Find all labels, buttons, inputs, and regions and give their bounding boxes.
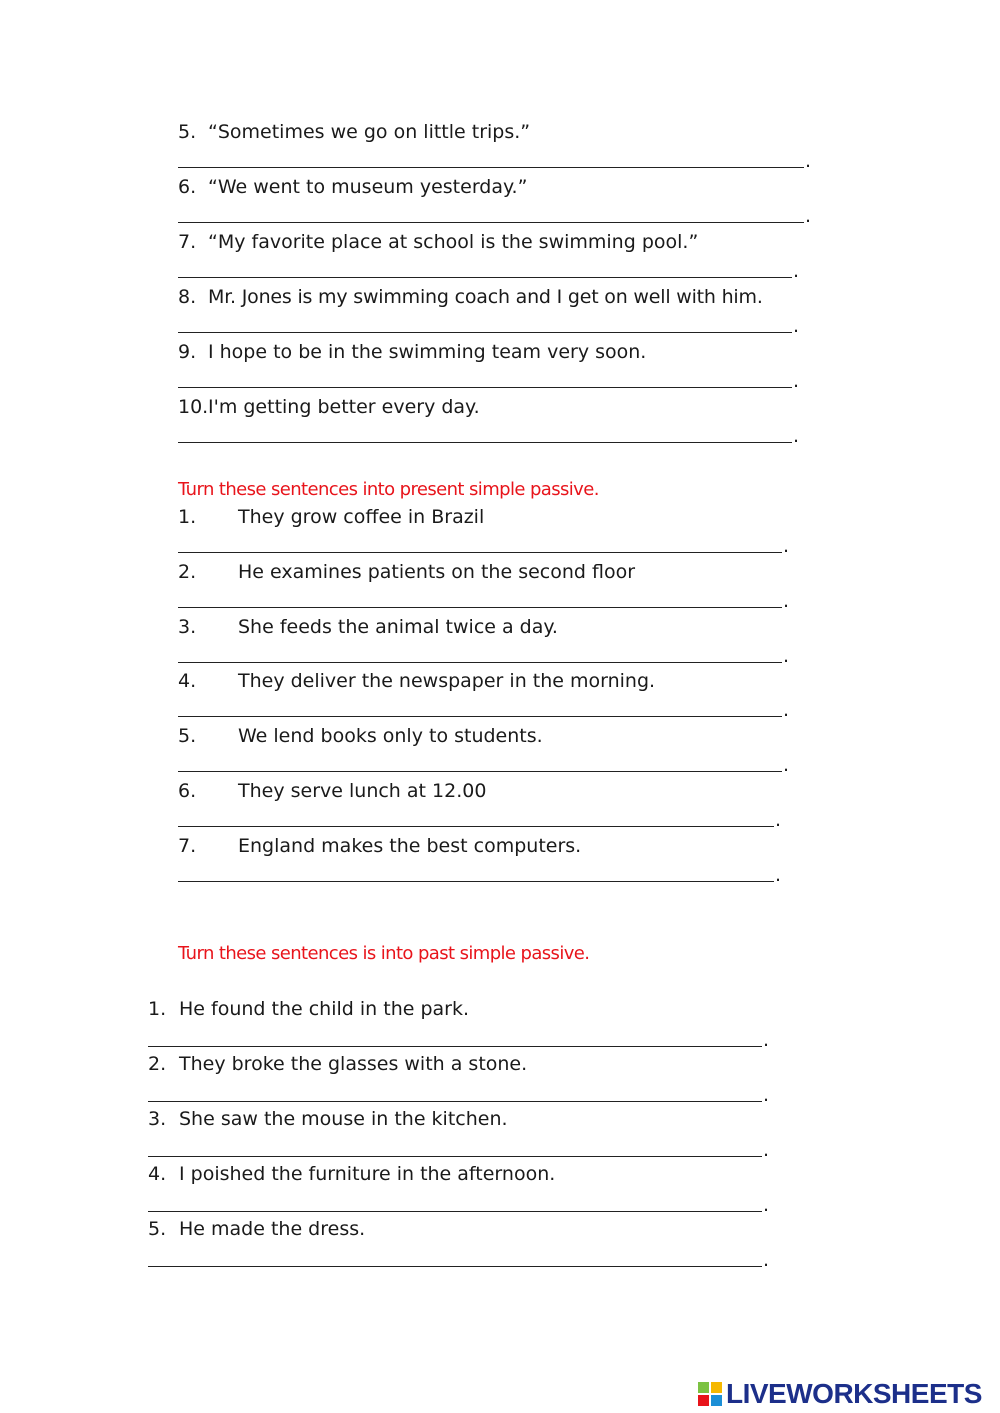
question-7 (178, 230, 698, 254)
question-5 (148, 1217, 365, 1241)
logo-text: LIVEWORKSHEETS (726, 1378, 982, 1409)
question-1 (148, 997, 469, 1021)
question-text: She feeds the animal twice a day. (238, 616, 558, 638)
question-number: 10. (178, 396, 209, 418)
question-10 (178, 395, 480, 419)
question-6 (178, 175, 527, 199)
question-text: I hope to be in the swimming team very soon. (208, 341, 647, 363)
question-number: 2. (178, 561, 197, 583)
answer-period: . (793, 425, 800, 447)
question-3 (148, 1107, 508, 1131)
answer-line[interactable] (178, 387, 792, 388)
question-text: They serve lunch at 12.00 (238, 780, 487, 802)
answer-period: . (793, 370, 800, 392)
question-number: 5. (148, 1218, 167, 1240)
answer-period: . (793, 315, 800, 337)
question-6 (178, 779, 486, 803)
question-4 (148, 1162, 555, 1186)
logo-square-blue (711, 1395, 722, 1406)
answer-period: . (805, 150, 812, 172)
section-heading: Turn these sentences into present simple passive. (178, 479, 599, 500)
question-number: 5. (178, 725, 197, 747)
answer-period: . (793, 260, 800, 282)
answer-line[interactable] (148, 1046, 762, 1047)
question-text: They deliver the newspaper in the morning. (238, 670, 656, 692)
question-number: 1. (178, 506, 197, 528)
answer-period: . (763, 1139, 770, 1161)
question-number: 6. (178, 176, 197, 198)
logo-square-red (698, 1395, 709, 1406)
answer-period: . (763, 1029, 770, 1051)
question-text: England makes the best computers. (238, 835, 582, 857)
answer-line[interactable] (148, 1266, 762, 1267)
logo-mark-icon (698, 1382, 722, 1406)
logo-square-yellow (711, 1382, 722, 1393)
question-text: They grow coffee in Brazil (238, 506, 485, 528)
question-number: 4. (148, 1163, 167, 1185)
question-text: He examines patients on the second floor (238, 561, 636, 583)
answer-line[interactable] (178, 332, 792, 333)
answer-line[interactable] (178, 167, 804, 168)
question-4 (178, 669, 655, 693)
question-number: 6. (178, 780, 197, 802)
answer-line[interactable] (178, 662, 782, 663)
logo-square-green (698, 1382, 709, 1393)
answer-line[interactable] (148, 1101, 762, 1102)
question-number: 9. (178, 341, 197, 363)
question-text: “We went to museum yesterday.” (208, 176, 528, 198)
answer-period: . (775, 864, 782, 886)
answer-line[interactable] (148, 1156, 762, 1157)
question-2 (148, 1052, 527, 1076)
answer-period: . (763, 1084, 770, 1106)
question-text: I'm getting better every day. (208, 396, 480, 418)
question-number: 7. (178, 231, 197, 253)
answer-line[interactable] (178, 222, 804, 223)
question-number: 1. (148, 998, 167, 1020)
question-number: 7. (178, 835, 197, 857)
question-number: 4. (178, 670, 197, 692)
question-2 (178, 560, 635, 584)
answer-period: . (783, 535, 790, 557)
liveworksheets-logo[interactable] (698, 1378, 982, 1410)
question-5 (178, 724, 543, 748)
question-text: He found the child in the park. (179, 998, 470, 1020)
question-number: 2. (148, 1053, 167, 1075)
question-8 (178, 285, 763, 309)
question-text: He made the dress. (179, 1218, 366, 1240)
answer-period: . (783, 699, 790, 721)
question-number: 5. (178, 121, 197, 143)
answer-line[interactable] (178, 716, 782, 717)
answer-period: . (783, 754, 790, 776)
question-text: Mr. Jones is my swimming coach and I get on well with him. (208, 286, 763, 308)
question-text: She saw the mouse in the kitchen. (179, 1108, 508, 1130)
answer-line[interactable] (178, 607, 782, 608)
answer-period: . (805, 205, 812, 227)
answer-line[interactable] (178, 442, 792, 443)
question-1 (178, 505, 484, 529)
answer-period: . (783, 645, 790, 667)
question-7 (178, 834, 581, 858)
question-3 (178, 615, 558, 639)
question-5 (178, 120, 530, 144)
answer-line[interactable] (178, 881, 774, 882)
answer-line[interactable] (148, 1211, 762, 1212)
answer-period: . (783, 590, 790, 612)
answer-line[interactable] (178, 552, 782, 553)
question-number: 3. (178, 616, 197, 638)
question-text: I poished the furniture in the afternoon. (179, 1163, 556, 1185)
answer-period: . (763, 1249, 770, 1271)
question-text: “Sometimes we go on little trips.” (208, 121, 531, 143)
question-text: They broke the glasses with a stone. (179, 1053, 528, 1075)
answer-period: . (763, 1194, 770, 1216)
section-heading: Turn these sentences is into past simple passive. (178, 943, 590, 964)
question-text: “My favorite place at school is the swimming pool.” (208, 231, 699, 253)
answer-line[interactable] (178, 277, 792, 278)
question-number: 3. (148, 1108, 167, 1130)
answer-line[interactable] (178, 826, 774, 827)
question-number: 8. (178, 286, 197, 308)
answer-line[interactable] (178, 771, 782, 772)
question-9 (178, 340, 646, 364)
answer-period: . (775, 809, 782, 831)
question-text: We lend books only to students. (238, 725, 543, 747)
